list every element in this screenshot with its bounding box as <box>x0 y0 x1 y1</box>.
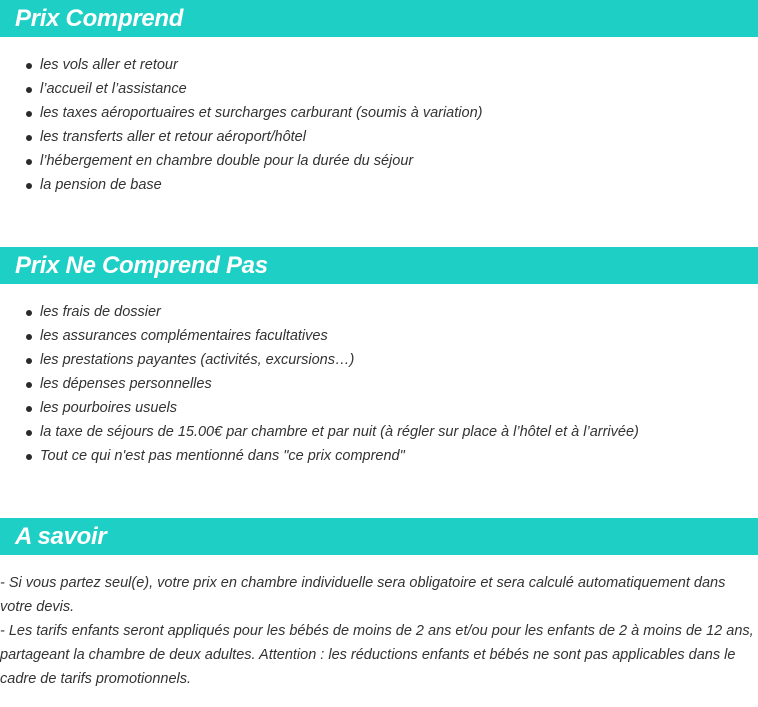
list-item <box>0 173 482 197</box>
list-item <box>0 101 482 125</box>
list-item-text: les taxes aéroportuaires et surcharges carburant (soumis à variation) <box>40 105 483 121</box>
list-item-text: la taxe de séjours de 15.00€ par chambre et par nuit (à régler sur place à l’hôtel et à l’arrivée) <box>40 424 639 440</box>
bullet-icon <box>26 63 32 69</box>
bullet-icon <box>26 430 32 436</box>
bullet-icon <box>26 310 32 316</box>
list-item <box>0 372 639 396</box>
section-header-prix-comprend: Prix Comprend <box>0 0 758 37</box>
bullet-icon <box>26 334 32 340</box>
list-item <box>0 125 482 149</box>
info-paragraph-child-rates: - Les tarifs enfants seront appliqués pour les bébés de moins de 2 ans et/ou pour les enfants de 2 à moins de 12 ans, partageant la chambre de deux adultes. Attention : les réductions enfants et bébés ne sont pas applicables dans le cadre de tarifs promotionnels. <box>0 623 754 687</box>
section-header-a-savoir: A savoir <box>0 518 758 555</box>
section-header-prix-ne-comprend-pas: Prix Ne Comprend Pas <box>0 247 758 284</box>
info-paragraph-solo-traveler: - Si vous partez seul(e), votre prix en chambre individuelle sera obligatoire et sera calculé automatiquement dans votre devis. <box>0 575 726 615</box>
info-block <box>0 571 758 691</box>
list-item-text: les pourboires usuels <box>40 400 178 416</box>
excluded-list <box>0 300 639 468</box>
list-item-text: Tout ce qui n'est pas mentionné dans "ce prix comprend" <box>40 448 405 464</box>
bullet-icon <box>26 358 32 364</box>
list-item-text: les prestations payantes (activités, excursions…) <box>40 352 355 368</box>
list-item <box>0 396 639 420</box>
list-item-text: l’hébergement en chambre double pour la durée du séjour <box>40 153 414 169</box>
bullet-icon <box>26 159 32 165</box>
list-item-text: les vols aller et retour <box>40 57 178 73</box>
bullet-icon <box>26 87 32 93</box>
bullet-icon <box>26 454 32 460</box>
list-item <box>0 324 639 348</box>
list-item-text: les transferts aller et retour aéroport/hôtel <box>40 129 306 145</box>
list-item <box>0 53 482 77</box>
list-item <box>0 348 639 372</box>
list-item <box>0 300 639 324</box>
bullet-icon <box>26 382 32 388</box>
bullet-icon <box>26 111 32 117</box>
list-item-text: les assurances complémentaires facultatives <box>40 328 328 344</box>
list-item-text: l’accueil et l’assistance <box>40 81 187 97</box>
list-item <box>0 77 482 101</box>
bullet-icon <box>26 135 32 141</box>
included-list <box>0 53 482 197</box>
list-item <box>0 149 482 173</box>
list-item <box>0 420 639 444</box>
list-item <box>0 444 639 468</box>
bullet-icon <box>26 406 32 412</box>
list-item-text: les frais de dossier <box>40 304 161 320</box>
bullet-icon <box>26 183 32 189</box>
list-item-text: la pension de base <box>40 177 162 193</box>
list-item-text: les dépenses personnelles <box>40 376 212 392</box>
